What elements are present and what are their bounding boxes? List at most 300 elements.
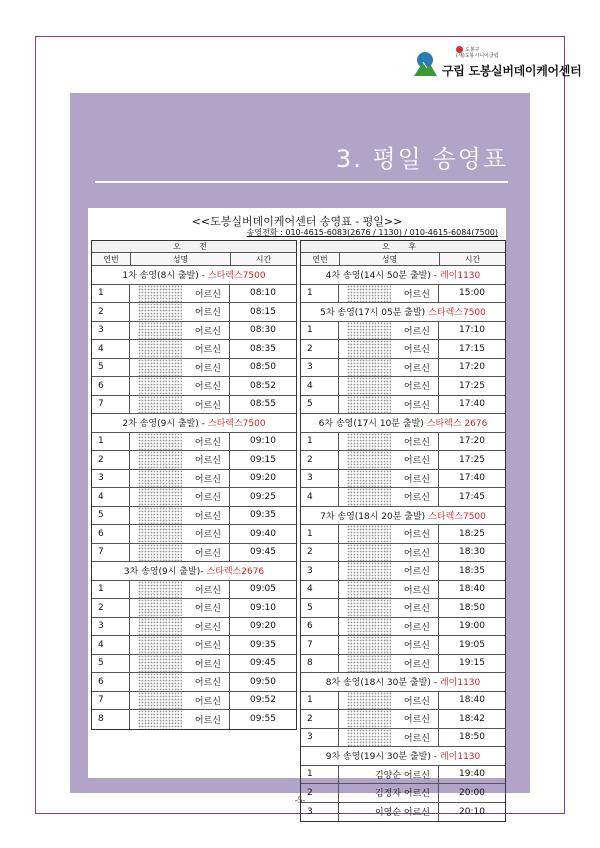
- row-time: 17:25: [459, 454, 485, 465]
- row-name: 어르신: [403, 326, 430, 337]
- col-no-header: 연번: [301, 253, 340, 265]
- column-header: [92, 253, 296, 266]
- row-no: 5: [301, 599, 339, 617]
- redacted-name: [138, 673, 182, 691]
- row-name-cell: [339, 322, 439, 340]
- table-row: [301, 544, 505, 563]
- redacted-name: [138, 340, 182, 358]
- route-group-header: [92, 562, 296, 581]
- table-row: [301, 451, 505, 470]
- table-row: [92, 322, 296, 341]
- row-name-cell: [130, 544, 230, 562]
- route-group-header: [301, 266, 505, 285]
- table-row: [301, 359, 505, 378]
- redacted-name: [138, 710, 182, 729]
- table-row: [301, 655, 505, 674]
- row-no: 7: [301, 636, 339, 654]
- row-no: 2: [92, 303, 130, 321]
- row-no: 8: [92, 710, 130, 729]
- table-row: [92, 710, 296, 729]
- redacted-name: [138, 322, 182, 340]
- row-name-cell: [130, 655, 230, 673]
- redacted-name: [347, 377, 391, 395]
- row-time: 17:10: [459, 325, 485, 336]
- table-row: [301, 599, 505, 618]
- redacted-name: [138, 285, 182, 303]
- table-row: [301, 692, 505, 711]
- row-no: 2: [301, 544, 339, 562]
- table-row: [92, 377, 296, 396]
- redacted-name: [138, 599, 182, 617]
- row-name: 어르신: [194, 289, 221, 300]
- row-name-cell: [339, 433, 439, 451]
- row-no: 1: [92, 581, 130, 599]
- row-no: 4: [301, 581, 339, 599]
- row-name: 어르신: [403, 382, 430, 393]
- row-time: 17:40: [459, 473, 485, 484]
- row-name-cell: [339, 544, 439, 562]
- row-no: 4: [92, 340, 130, 358]
- row-name: 어르신: [194, 659, 221, 670]
- row-name-cell: [339, 636, 439, 654]
- route-vehicle: 스타렉스 2676: [426, 419, 488, 430]
- row-time: 09:25: [250, 491, 276, 502]
- contact-phone: 송영전화 : 010-4615-6083(2676 / 1130) / 010-4615-6084(7500): [246, 228, 498, 237]
- col-no-header: 연번: [92, 253, 131, 265]
- row-name: 어르신: [194, 715, 221, 726]
- row-time: 18:30: [459, 547, 485, 558]
- row-time: 18:40: [459, 584, 485, 595]
- heading-divider: [95, 181, 508, 183]
- table-row: [301, 710, 505, 729]
- route-title: 1차 송영(8시 출발) -: [122, 271, 205, 282]
- row-no: 1: [92, 285, 130, 303]
- row-name: 어르신: [194, 363, 221, 374]
- row-name-cell: [339, 470, 439, 488]
- row-no: 6: [92, 673, 130, 691]
- row-name: 어르신: [403, 622, 430, 633]
- row-name: 어르신: [403, 567, 430, 578]
- redacted-name: [138, 692, 182, 710]
- row-name: 어르신: [194, 530, 221, 541]
- row-name-cell: [130, 396, 230, 414]
- row-time: 19:05: [459, 639, 485, 650]
- redacted-name: [347, 636, 391, 654]
- row-no: 1: [301, 433, 339, 451]
- redacted-name: [347, 340, 391, 358]
- row-name: 어르신: [403, 585, 430, 596]
- route-title: 4차 송영(14시 50분 출발) -: [325, 271, 437, 282]
- row-name: 어르신: [403, 363, 430, 374]
- redacted-name: [138, 488, 182, 506]
- row-name-cell: [130, 525, 230, 543]
- table-row: [301, 766, 505, 785]
- row-time: 17:20: [459, 362, 485, 373]
- row-name-cell: [130, 303, 230, 321]
- row-name: 어르신: [194, 382, 221, 393]
- row-name: 어르신: [194, 622, 221, 633]
- row-name-cell: [339, 655, 439, 673]
- row-time: 18:42: [459, 713, 485, 724]
- route-title: 7차 송영(18시 20분 출발): [320, 511, 426, 522]
- row-no: 5: [92, 507, 130, 525]
- redacted-name: [347, 525, 391, 543]
- redacted-name: [347, 488, 391, 506]
- row-name-cell: [130, 488, 230, 506]
- table-row: [301, 340, 505, 359]
- row-no: 2: [301, 784, 339, 802]
- table-row: [301, 285, 505, 304]
- table-row: [92, 636, 296, 655]
- row-no: 2: [92, 451, 130, 469]
- route-vehicle: 스타렉스7500: [207, 271, 266, 282]
- table-row: [301, 322, 505, 341]
- table-row: [301, 396, 505, 415]
- row-name: 어르신: [194, 604, 221, 615]
- row-time: 09:20: [250, 621, 276, 632]
- row-no: 3: [301, 803, 339, 822]
- row-name-cell: [339, 766, 439, 784]
- table-row: [92, 470, 296, 489]
- row-no: 2: [301, 710, 339, 728]
- row-name-cell: [339, 803, 439, 822]
- table-row: [92, 673, 296, 692]
- row-name-cell: [339, 692, 439, 710]
- row-time: 17:25: [459, 380, 485, 391]
- route-vehicle: 스타렉스7500: [428, 308, 486, 319]
- route-title: 2차 송영(9시 출발) -: [122, 419, 205, 430]
- row-name: 김정자 어르신: [374, 789, 430, 800]
- row-name-cell: [130, 507, 230, 525]
- row-name-cell: [339, 581, 439, 599]
- table-row: [301, 433, 505, 452]
- row-no: 1: [301, 766, 339, 784]
- col-time-header: 시간: [464, 254, 481, 264]
- row-name-cell: [130, 470, 230, 488]
- table-row: [301, 803, 505, 822]
- row-time: 15:00: [459, 288, 485, 299]
- route-vehicle: 레이1130: [439, 678, 481, 689]
- row-name-cell: [339, 396, 439, 414]
- row-name-cell: [130, 451, 230, 469]
- row-no: 7: [92, 396, 130, 414]
- row-no: 5: [92, 655, 130, 673]
- row-time: 09:40: [250, 528, 276, 539]
- row-name-cell: [339, 599, 439, 617]
- row-name: 어르신: [403, 345, 430, 356]
- morning-table: [91, 240, 297, 730]
- row-name-cell: [339, 710, 439, 728]
- table-row: [92, 396, 296, 415]
- table-row: [92, 618, 296, 637]
- row-time: 20:10: [459, 806, 485, 817]
- route-vehicle: 레이1130: [439, 752, 481, 763]
- route-group-header: [301, 507, 505, 526]
- row-name-cell: [130, 618, 230, 636]
- row-time: 08:30: [250, 325, 276, 336]
- row-time: 08:10: [250, 288, 276, 299]
- row-name: 어르신: [194, 493, 221, 504]
- row-time: 09:52: [250, 695, 276, 706]
- row-no: 6: [92, 525, 130, 543]
- schedule-title: <<도봉실버데이케어센터 송영표 - 평일>>: [191, 215, 403, 228]
- row-name: 어르신: [403, 474, 430, 485]
- row-name: 어르신: [403, 733, 430, 744]
- row-time: 09:20: [250, 473, 276, 484]
- row-no: 2: [92, 599, 130, 617]
- row-time: 18:50: [459, 602, 485, 613]
- row-name: 어르신: [403, 456, 430, 467]
- row-no: 4: [92, 636, 130, 654]
- table-row: [301, 581, 505, 600]
- table-row: [92, 655, 296, 674]
- redacted-name: [347, 451, 391, 469]
- redacted-name: [347, 544, 391, 562]
- row-no: 5: [92, 359, 130, 377]
- row-no: 1: [301, 525, 339, 543]
- row-no: 1: [301, 285, 339, 303]
- row-name-cell: [339, 340, 439, 358]
- row-name: 어르신: [403, 641, 430, 652]
- redacted-name: [347, 433, 391, 451]
- redacted-name: [138, 581, 182, 599]
- section-heading: 3. 평일 송영표: [335, 145, 508, 173]
- row-no: 4: [301, 488, 339, 506]
- table-row: [92, 581, 296, 600]
- redacted-name: [138, 359, 182, 377]
- redacted-name: [347, 359, 391, 377]
- row-no: 1: [92, 433, 130, 451]
- row-no: 1: [301, 692, 339, 710]
- route-group-header: [301, 414, 505, 433]
- row-no: 3: [301, 359, 339, 377]
- row-name: 어르신: [194, 474, 221, 485]
- row-no: 1: [301, 322, 339, 340]
- afternoon-table: [300, 240, 506, 822]
- row-time: 09:15: [250, 454, 276, 465]
- schedule-sheet: [88, 208, 506, 819]
- redacted-name: [347, 599, 391, 617]
- row-name-cell: [339, 562, 439, 580]
- row-no: 3: [92, 470, 130, 488]
- period-header: 오 후: [301, 241, 505, 253]
- row-name: 어르신: [194, 641, 221, 652]
- row-name-cell: [130, 322, 230, 340]
- row-no: 3: [301, 470, 339, 488]
- redacted-name: [347, 618, 391, 636]
- row-time: 09:10: [250, 436, 276, 447]
- route-vehicle: 스타렉스7500: [207, 419, 266, 430]
- route-title: 6차 송영(17시 10분 출발): [318, 419, 424, 430]
- row-time: 17:45: [459, 491, 485, 502]
- column-header: [301, 253, 505, 266]
- redacted-name: [347, 710, 391, 728]
- page-number: -5-: [294, 795, 306, 805]
- route-title: 8차 송영(18시 30분 출발) -: [325, 678, 437, 689]
- row-time: 09:05: [250, 584, 276, 595]
- table-row: [301, 618, 505, 637]
- redacted-name: [347, 396, 391, 414]
- route-group-header: [92, 414, 296, 433]
- table-row: [301, 729, 505, 748]
- redacted-name: [138, 433, 182, 451]
- row-name: 어르신: [194, 437, 221, 448]
- redacted-name: [138, 377, 182, 395]
- row-name: 어르신: [194, 585, 221, 596]
- row-time: 09:35: [250, 510, 276, 521]
- row-name-cell: [130, 433, 230, 451]
- redacted-name: [138, 507, 182, 525]
- period-header: 오 전: [92, 241, 296, 253]
- row-name: 어르신: [194, 345, 221, 356]
- row-no: 3: [92, 618, 130, 636]
- table-row: [301, 377, 505, 396]
- table-row: [92, 488, 296, 507]
- section-banner: [70, 93, 530, 819]
- row-no: 2: [301, 451, 339, 469]
- row-name-cell: [130, 673, 230, 691]
- logo-subtitle: 도봉구 (재)도봉시니어클럽: [456, 47, 499, 59]
- row-time: 18:40: [459, 695, 485, 706]
- row-name: 어르신: [194, 511, 221, 522]
- redacted-name: [138, 636, 182, 654]
- row-name-cell: [130, 599, 230, 617]
- table-row: [92, 544, 296, 563]
- row-time: 19:00: [459, 621, 485, 632]
- row-name: 어르신: [403, 696, 430, 707]
- row-name-cell: [339, 359, 439, 377]
- table-row: [92, 303, 296, 322]
- row-time: 17:15: [459, 343, 485, 354]
- org-name: 구립 도봉실버데이케어센터: [442, 64, 582, 78]
- table-row: [92, 359, 296, 378]
- col-name-header: 성명: [131, 253, 231, 265]
- row-time: 18:25: [459, 528, 485, 539]
- row-no: 3: [92, 322, 130, 340]
- col-time-header: 시간: [255, 254, 272, 264]
- row-name-cell: [339, 525, 439, 543]
- row-name-cell: [339, 729, 439, 747]
- row-name: 어르신: [403, 437, 430, 448]
- row-name: 어르신: [194, 456, 221, 467]
- row-name: 어르신: [403, 659, 430, 670]
- row-time: 19:40: [459, 769, 485, 780]
- row-name: 어르신: [194, 678, 221, 689]
- table-row: [301, 636, 505, 655]
- row-no: 7: [92, 544, 130, 562]
- row-name: 어르신: [194, 400, 221, 411]
- route-title: 5차 송영(17시 05분 출발): [320, 308, 426, 319]
- redacted-name: [347, 581, 391, 599]
- redacted-name: [138, 451, 182, 469]
- route-group-header: [92, 266, 296, 285]
- row-name: 이영순 어르신: [374, 808, 430, 819]
- mountain-logo-icon: [412, 50, 438, 78]
- row-no: 6: [92, 377, 130, 395]
- row-name-cell: [130, 636, 230, 654]
- row-time: 08:52: [250, 380, 276, 391]
- row-name: 김양순 어르신: [374, 770, 430, 781]
- row-no: 4: [92, 488, 130, 506]
- row-name-cell: [130, 710, 230, 729]
- row-no: 5: [301, 396, 339, 414]
- row-name: 어르신: [194, 696, 221, 707]
- row-name-cell: [130, 340, 230, 358]
- route-vehicle: 스타렉스2676: [206, 567, 265, 578]
- table-row: [92, 599, 296, 618]
- row-time: 09:35: [250, 639, 276, 650]
- redacted-name: [138, 544, 182, 562]
- row-name-cell: [130, 285, 230, 303]
- row-time: 09:10: [250, 602, 276, 613]
- row-name: 어르신: [403, 530, 430, 541]
- table-row: [92, 451, 296, 470]
- row-name: 어르신: [403, 400, 430, 411]
- redacted-name: [347, 655, 391, 673]
- table-row: [92, 525, 296, 544]
- row-name: 어르신: [194, 308, 221, 319]
- row-name: 어르신: [194, 326, 221, 337]
- row-time: 18:35: [459, 565, 485, 576]
- table-row: [301, 470, 505, 489]
- row-time: 17:40: [459, 399, 485, 410]
- row-time: 20:00: [459, 787, 485, 798]
- table-row: [301, 488, 505, 507]
- row-name-cell: [130, 581, 230, 599]
- row-time: 08:50: [250, 362, 276, 373]
- org-logo: [412, 46, 582, 84]
- table-row: [92, 692, 296, 711]
- redacted-name: [347, 729, 391, 747]
- table-row: [301, 562, 505, 581]
- table-row: [92, 340, 296, 359]
- redacted-name: [138, 303, 182, 321]
- redacted-name: [347, 470, 391, 488]
- redacted-name: [138, 525, 182, 543]
- row-name-cell: [130, 692, 230, 710]
- route-title: 9차 송영(19시 30분 출발) -: [325, 752, 437, 763]
- row-name: 어르신: [403, 493, 430, 504]
- row-no: 8: [301, 655, 339, 673]
- redacted-name: [138, 470, 182, 488]
- row-time: 08:15: [250, 306, 276, 317]
- row-time: 17:20: [459, 436, 485, 447]
- col-name-header: 성명: [340, 253, 440, 265]
- row-time: 08:55: [250, 399, 276, 410]
- row-name-cell: [130, 377, 230, 395]
- route-group-header: [301, 747, 505, 766]
- route-title: 3차 송영(9시 출발)-: [123, 567, 204, 578]
- row-no: 6: [301, 618, 339, 636]
- row-name-cell: [130, 359, 230, 377]
- row-time: 09:45: [250, 547, 276, 558]
- row-name: 어르신: [403, 604, 430, 615]
- table-row: [92, 507, 296, 526]
- row-no: 4: [301, 377, 339, 395]
- row-name-cell: [339, 618, 439, 636]
- row-time: 18:50: [459, 732, 485, 743]
- row-no: 2: [301, 340, 339, 358]
- table-row: [92, 433, 296, 452]
- row-time: 19:15: [459, 658, 485, 669]
- row-name-cell: [339, 451, 439, 469]
- table-row: [92, 285, 296, 304]
- table-row: [301, 525, 505, 544]
- row-name-cell: [339, 285, 439, 303]
- row-time: 09:45: [250, 658, 276, 669]
- row-name-cell: [339, 377, 439, 395]
- row-name: 어르신: [403, 548, 430, 559]
